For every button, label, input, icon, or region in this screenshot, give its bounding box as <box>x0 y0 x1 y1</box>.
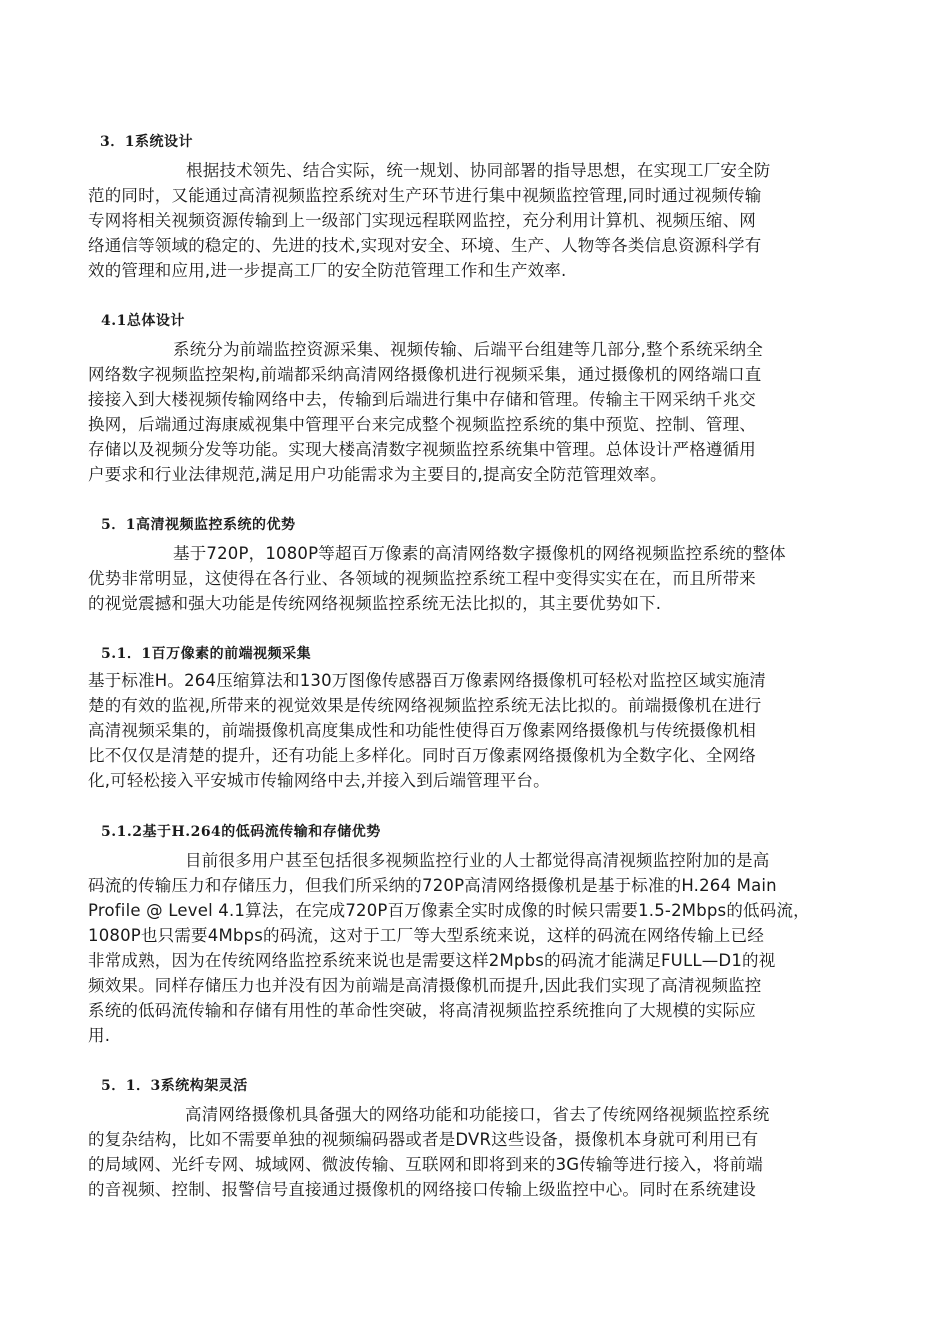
paragraph-line: 化,可轻松接入平安城市传输网络中去,并接入到后端管理平台。 <box>88 771 550 790</box>
paragraph-line: 换网，后端通过海康威视集中管理平台来完成整个视频监控系统的集中预览、控制、管理、 <box>88 415 756 434</box>
paragraph-line: 高清网络摄像机具备强大的网络功能和功能接口，省去了传统网络视频监控系统 <box>185 1105 770 1124</box>
paragraph-line: 基于720P，1080P等超百万像素的高清网络数字摄像机的网络视频监控系统的整体 <box>173 544 786 563</box>
paragraph-line: 系统分为前端监控资源采集、视频传输、后端平台组建等几部分,整个系统采纳全 <box>173 340 763 359</box>
heading-5-1-2: 5.1.2基于H.264的低码流传输和存储优势 <box>101 824 381 840</box>
paragraph-line: Profile @ Level 4.1算法，在完成720P百万像素全实时成像的时候只需要1.5-2Mbps的低码流， <box>88 901 810 920</box>
paragraph-line: 高清视频采集的，前端摄像机高度集成性和功能性使得百万像素网络摄像机与传统摄像机相 <box>88 721 756 740</box>
paragraph-line: 楚的有效的监视,所带来的视觉效果是传统网络视频监控系统无法比拟的。前端摄像机在进行 <box>88 696 762 715</box>
heading-5-1-3: 5．1．3系统构架灵活 <box>101 1078 248 1094</box>
paragraph-line: 非常成熟，因为在传统网络监控系统来说也是需要这样2Mpbs的码流才能满足FULL—D1的视 <box>88 951 776 970</box>
paragraph-line: 接接入到大楼视频传输网络中去，传输到后端进行集中存储和管理。传输主干网采纳千兆交 <box>88 390 756 409</box>
heading-5-1-1: 5.1．1百万像素的前端视频采集 <box>101 646 312 662</box>
paragraph-line: 根据技术领先、结合实际，统一规划、协同部署的指导思想，在实现工厂安全防 <box>186 161 771 180</box>
paragraph-line: 效的管理和应用,进一步提高工厂的安全防范管理工作和生产效率. <box>88 261 567 280</box>
paragraph-line: 系统的低码流传输和存储有用性的革命性突破，将高清视频监控系统推向了大规模的实际应 <box>88 1001 756 1020</box>
paragraph-line: 专网将相关视频资源传输到上一级部门实现远程联网监控，充分利用计算机、视频压缩、网 <box>88 211 756 230</box>
paragraph-line: 的复杂结构，比如不需要单独的视频编码器或者是DVR这些设备，摄像机本身就可利用已有 <box>88 1130 759 1149</box>
heading-5-1: 5．1高清视频监控系统的优势 <box>101 517 296 533</box>
paragraph-line: 的局域网、光纤专网、城域网、微波传输、互联网和即将到来的3G传输等进行接入，将前端 <box>88 1155 763 1174</box>
paragraph-line: 范的同时，又能通过高清视频监控系统对生产环节进行集中视频监控管理,同时通过视频传输 <box>88 186 762 205</box>
paragraph-line: 基于标准H。264压缩算法和130万图像传感器百万像素网络摄像机可轻松对监控区域实施清 <box>88 671 766 690</box>
paragraph-line: 比不仅仅是清楚的提升，还有功能上多样化。同时百万像素网络摄像机为全数字化、全网络 <box>88 746 756 765</box>
paragraph-line: 络通信等领域的稳定的、先进的技术,实现对安全、环境、生产、人物等各类信息资源科学有 <box>88 236 762 255</box>
heading-4-1: 4.1总体设计 <box>101 313 185 329</box>
paragraph-line: 户要求和行业法律规范,满足用户功能需求为主要目的,提高安全防范管理效率。 <box>88 465 667 484</box>
paragraph-line: 1080P也只需要4Mbps的码流，这对于工厂等大型系统来说，这样的码流在网络传输上已经 <box>88 926 765 945</box>
paragraph-line: 优势非常明显，这使得在各行业、各领域的视频监控系统工程中变得实实在在，而且所带来 <box>88 569 756 588</box>
paragraph-line: 用. <box>88 1026 111 1045</box>
heading-3-1: 3．1系统设计 <box>100 134 193 150</box>
paragraph-line: 网络数字视频监控架构,前端都采纳高清网络摄像机进行视频采集，通过摄像机的网络端口直 <box>88 365 762 384</box>
paragraph-line: 目前很多用户甚至包括很多视频监控行业的人士都觉得高清视频监控附加的是高 <box>185 851 770 870</box>
paragraph-line: 存储以及视频分发等功能。实现大楼高清数字视频监控系统集中管理。总体设计严格遵循用 <box>88 440 756 459</box>
paragraph-line: 的视觉震撼和强大功能是传统网络视频监控系统无法比拟的，其主要优势如下. <box>88 594 662 613</box>
paragraph-line: 码流的传输压力和存储压力，但我们所采纳的720P高清网络摄像机是基于标准的H.264 Main <box>88 876 777 895</box>
paragraph-line: 的音视频、控制、报警信号直接通过摄像机的网络接口传输上级监控中心。同时在系统建设 <box>88 1180 756 1199</box>
paragraph-line: 频效果。同样存储压力也并没有因为前端是高清摄像机而提升,因此我们实现了高清视频监控 <box>88 976 762 995</box>
